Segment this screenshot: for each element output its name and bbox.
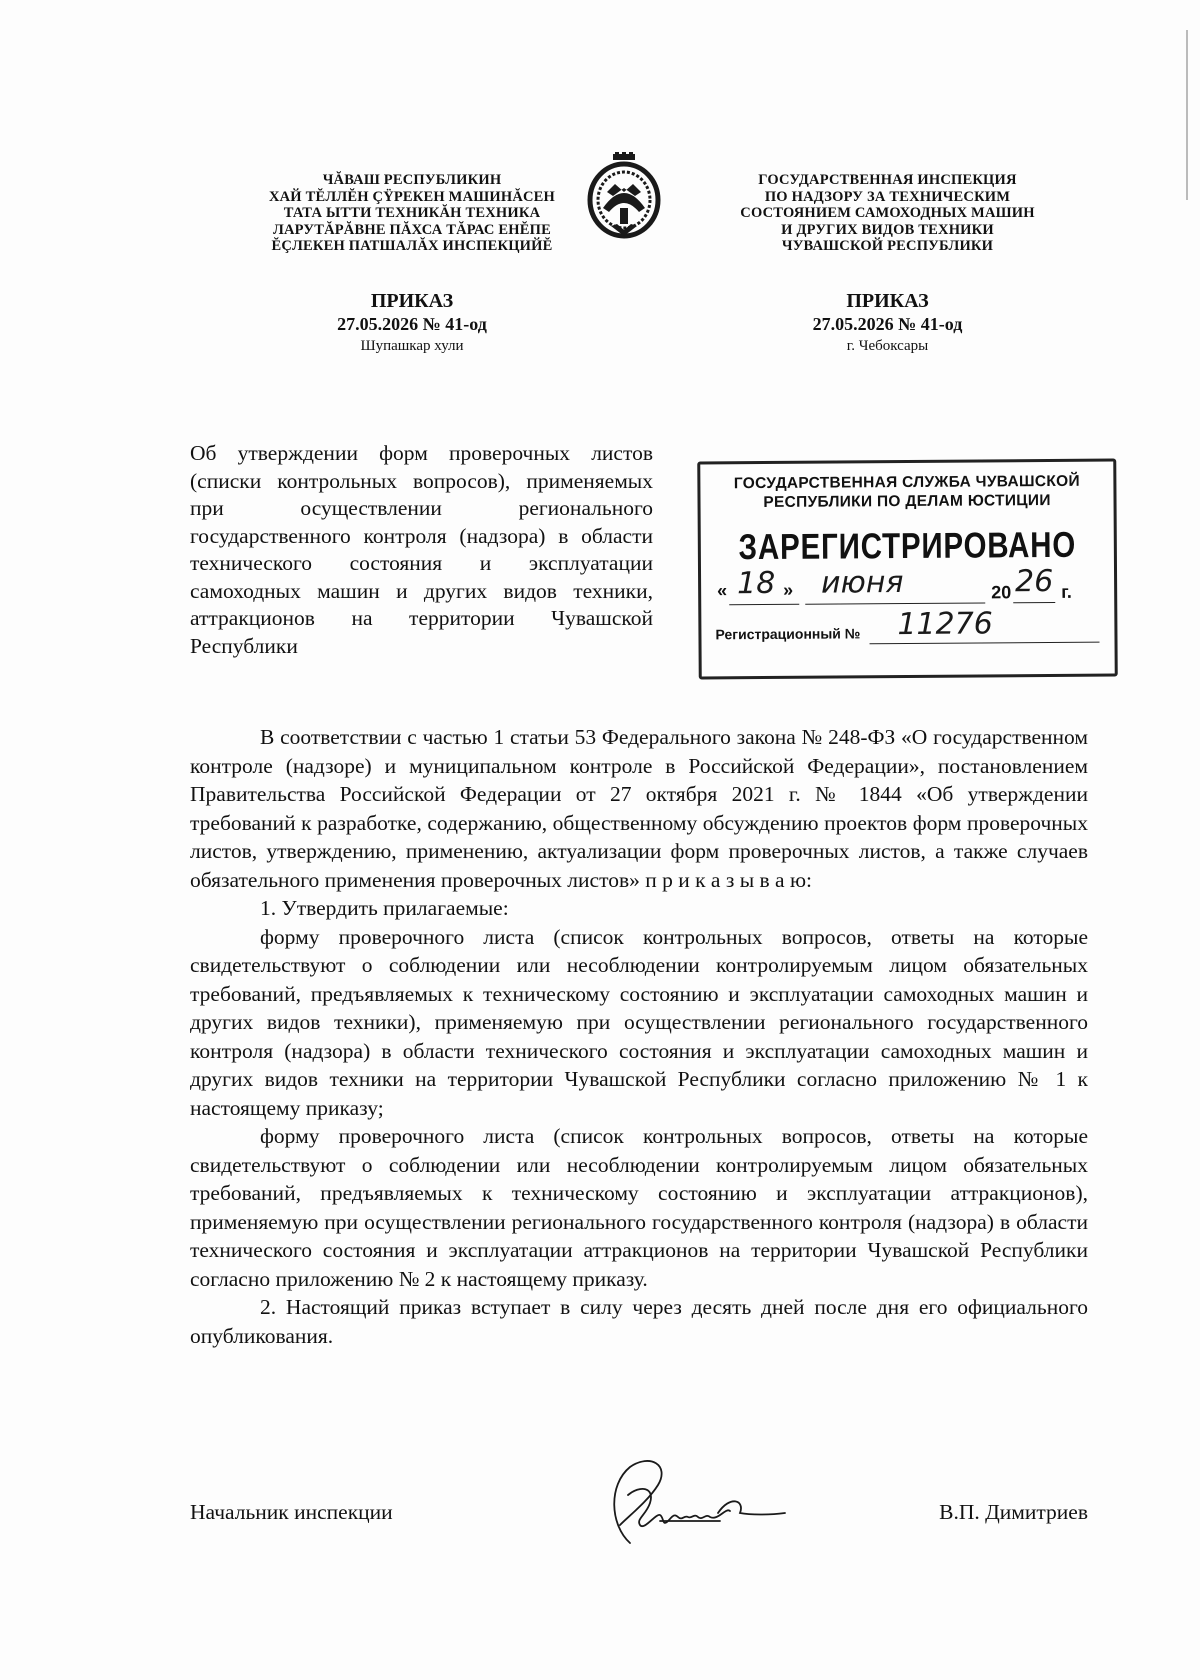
right-org-line: ЧУВАШСКОЙ РЕСПУБЛИКИ [781, 238, 994, 254]
handwritten-signature-icon [600, 1455, 790, 1550]
registration-stamp [697, 459, 1118, 680]
right-order-number: 27.05.2026 № 41-од [812, 313, 963, 334]
left-org-line: ЛАРУТĂРĂВНЕ ПĂХСА ТĂРАС ЕНĔПЕ [272, 221, 551, 238]
body-paragraph: В соответствии с частью 1 статьи 53 Федерального закона № 248-ФЗ «О государственном контроле (надзоре) и муниципальном контроле в Российской Федерации», постановлением Правительства Российской Федерации от 27 октября 2021 г. № 1844 «Об утверждении требований к разработке, содержанию, общественному обсуждению проектов форм проверочных листов, утверждению, применению, актуализации форм проверочных листов, а также случаев обязательного применения проверочных листов» п р и к а з ы в а ю: [190, 725, 1088, 892]
left-order-title: ПРИКАЗ [370, 289, 454, 312]
chuvash-republic-emblem-icon [585, 152, 663, 240]
stamp-reg-number: 11276 [897, 606, 993, 643]
stamp-reg-label: Регистрационный № [715, 625, 861, 643]
stamp-org-line: ГОСУДАРСТВЕННАЯ СЛУЖБА ЧУВАШСКОЙ [733, 472, 1080, 493]
header-right [725, 172, 1050, 357]
stamp-year-prefix: 20 [991, 582, 1012, 603]
right-city: г. Чебоксары [846, 337, 929, 354]
signatory-name: В.П. Димитриев [939, 1500, 1088, 1524]
body-paragraph: форму проверочного листа (список контрольных вопросов, ответы на которые свидетельствуют о соблюдении или несоблюдении контролируемым лицом обязательных требований, предъявляемых к техническому состоянию и эксплуатации аттракционов), применяемую при осуществлении регионального государственного контроля (надзора) в области технического состояния и эксплуатации аттракционов на территории Чувашской Республики согласно приложению № 2 к настоящему приказу. [190, 1124, 1088, 1291]
stamp-status: ЗАРЕГИСТРИРОВАНО [738, 523, 1077, 568]
right-org-line: И ДРУГИХ ВИДОВ ТЕХНИКИ [781, 221, 994, 238]
body-paragraph: 2. Настоящий приказ вступает в силу через десять дней после дня его официального опубликования. [190, 1295, 1088, 1348]
stamp-date [701, 563, 1114, 611]
stamp-reg-number-row [701, 606, 1114, 649]
left-org-line: ĔÇЛЕКЕН ПАТШАЛĂХ ИНСПЕКЦИЙĔ [271, 238, 553, 254]
body-paragraph: форму проверочного листа (список контрольных вопросов, ответы на которые свидетельствуют о соблюдении или несоблюдении контролируемым лицом обязательных требований, предъявляемых к техническому состоянию и эксплуатации самоходных машин и других видов техники), применяемую при осуществлении регионального государственного контроля (надзора) в области технического состояния и эксплуатации самоходных машин и других видов техники на территории Чувашской Республики согласно приложению № 1 к настоящему приказу; [190, 924, 1088, 1120]
left-order-number: 27.05.2026 № 41-од [337, 313, 487, 334]
left-city: Шупашкар хули [360, 337, 464, 354]
signatory-position: Начальник инспекции [190, 1500, 393, 1524]
scan-edge-line [1186, 30, 1188, 200]
signature-block [190, 1500, 1088, 1560]
stamp-org-line: РЕСПУБЛИКИ ПО ДЕЛАМ ЮСТИЦИИ [763, 491, 1051, 512]
stamp-year-suffix: 26 [1014, 563, 1054, 600]
right-order-title: ПРИКАЗ [846, 289, 929, 312]
right-org-line: ПО НАДЗОРУ ЗА ТЕХНИЧЕСКИМ [764, 188, 1011, 205]
left-org-line: ТАТА ЫТТИ ТЕХНИКĂН ТЕХНИКА [283, 205, 541, 221]
left-org-line: ХАЙ ТĔЛЛĔН ÇŸРЕКЕН МАШИНĂСЕН [268, 188, 556, 205]
stamp-org-name [700, 472, 1113, 513]
left-org-name [262, 172, 562, 255]
right-org-line: ГОСУДАРСТВЕННАЯ ИНСПЕКЦИЯ [758, 172, 1017, 188]
stamp-quote-close: » [783, 579, 794, 600]
left-org-line: ЧĂВАШ РЕСПУБЛИКИН [322, 172, 502, 188]
order-subject-text: Об утверждении форм проверочных листов (списки контрольных вопросов), применяемых при осуществлении регионального государственного контроля (надзора) в области технического состояния и эксплуатации самоходных машин и других видов техники, аттракционов на территории Чувашской Республики [190, 441, 653, 658]
right-org-line: СОСТОЯНИЕМ САМОХОДНЫХ МАШИН [740, 205, 1035, 221]
stamp-quote-open: « [717, 580, 728, 601]
body-paragraph: 1. Утвердить прилагаемые: [260, 896, 509, 920]
order-body [190, 723, 1088, 1350]
stamp-month: июня [820, 565, 904, 601]
header-left [262, 172, 562, 357]
right-org-name [725, 172, 1050, 255]
order-subject [190, 440, 653, 660]
stamp-day: 18 [736, 565, 776, 602]
stamp-year-suffix-label: г. [1061, 581, 1072, 602]
